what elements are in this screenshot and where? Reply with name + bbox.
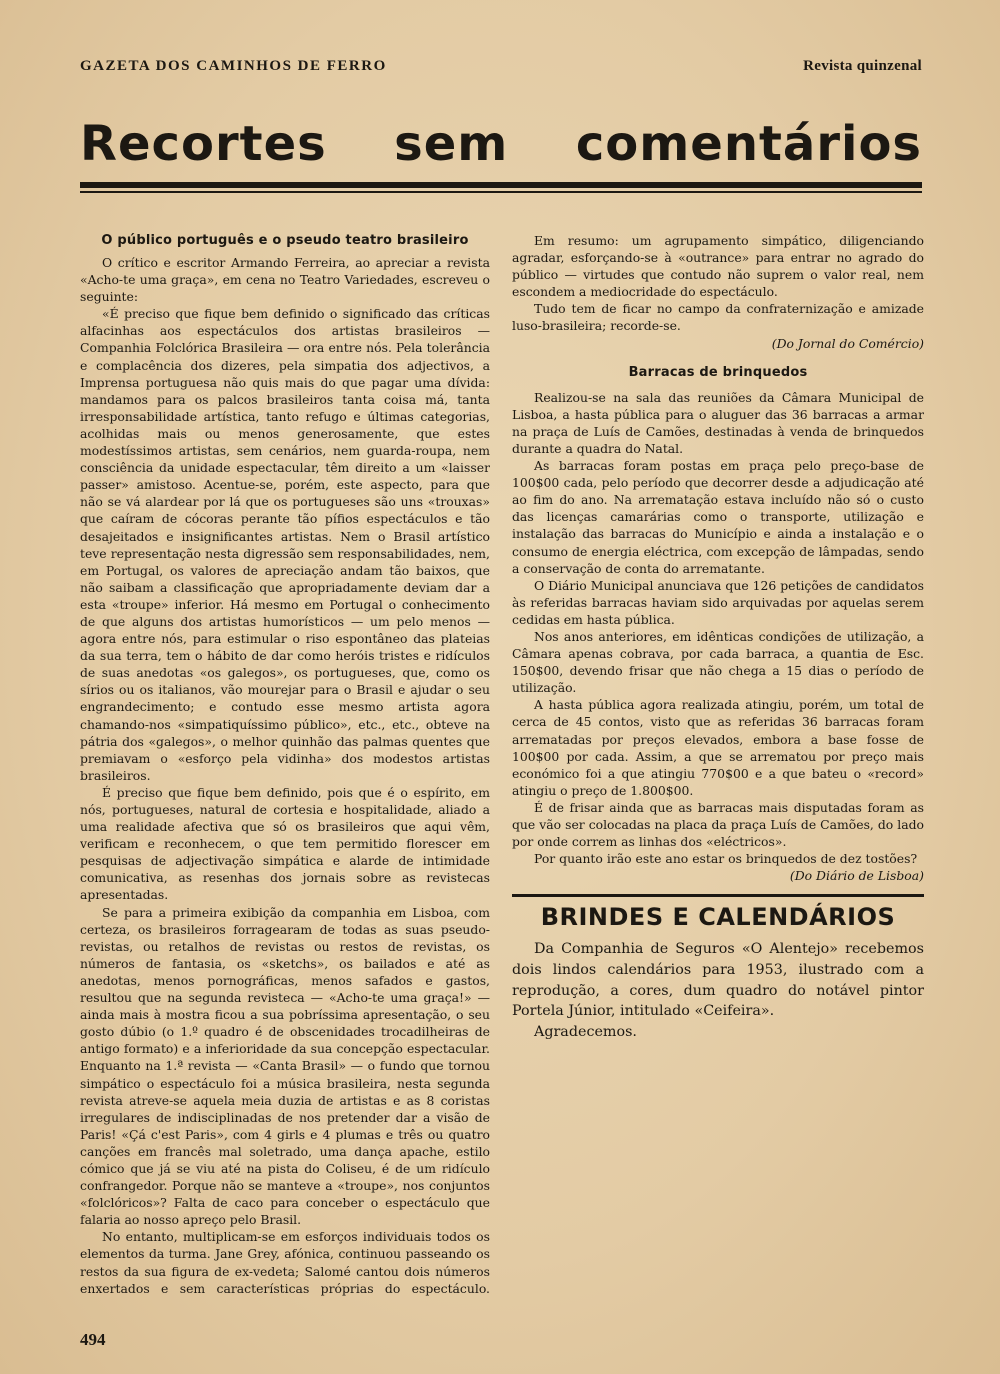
running-header bbox=[80, 58, 922, 80]
article-heading-barracas: Barracas de brinquedos bbox=[628, 364, 808, 380]
article-paragraph: O Diário Municipal anunciava que 126 petições de candidatos às referidas barracas haviam sido arquivadas por aquelas serem cedidas em hasta pública. bbox=[512, 577, 924, 627]
title-rule-thick bbox=[80, 182, 922, 188]
article-paragraph: Em resumo: um agrupamento simpático, diligenciando agradar, esforçando-se à «outrance» para entrar no agrado do público — virtudes que contudo não suprem o valor real, nem escondem a mediocridade do espectáculo. bbox=[512, 233, 924, 300]
article-column-right bbox=[512, 232, 924, 1297]
publication-frequency: Revista quinzenal bbox=[803, 58, 922, 74]
article-paragraph: «É preciso que fique bem definido o significado das críticas alfacinhas aos espectáculos dos artistas brasileiros — Companhia Folclórica Brasileira — ora entre nós. Pela tolerância e complacência dos dizeres, pela simpatia dos adjectivos, a Imprensa portuguesa não quis mais do que pagar uma dívida: mandamos para os palcos brasileiros tanta coisa má, tanta irresponsabilidade artística, tanto refugo e últimas categorias, acolhidas mais ou menos generosamente, que estes modestíssimos artistas, sem cenários, nem guarda-roupa, nem consciência da unidade espectacular, têm direito a um «laisser passer» amistoso. Acentue-se, porém, este aspecto, para que não se vá alardear por lá que os portugueses são uns «trouxas» que caíram de cócoras perante tão pífios espectáculos e tão desajeitados e insignificantes artistas. Nem o Brasil artístico teve representação nesta digressão sem responsabilidades, nem, em Portugal, os valores de apreciação andam tão baixos, que não saibam a classificação que apropriadamente deviam dar a esta «troupe» inferior. Há mesmo em Portugal o conhecimento de que alguns dos artistas humorísticos — um pelo menos — agora entre nós, para estimular o riso espontâneo das plateias da sua terra, tem o hábito de dar como heróis tristes e ridículos de suas anedotas «os galegos», os portugueses, que, como os sírios ou os italianos, vão mourejar para o Brasil e ajudar o seu engrandecimento; e contudo esse mesmo artista agora chamando-nos «simpatiquíssimo público», etc., etc., obteve na pátria dos «galegos», o melhor quinhão das palmas quentes que premiavam o «esforço pela vidinha» dos modestos artistas brasileiros. bbox=[80, 306, 490, 783]
notice-title: BRINDES E CALENDÁRIOS bbox=[540, 903, 896, 932]
article-paragraph: É de frisar ainda que as barracas mais disputadas foram as que vão ser colocadas na placa da praça Luís de Camões, do lado por onde correm as linhas dos «eléctricos». bbox=[512, 799, 924, 850]
article-paragraph: Realizou-se na sala das reuniões da Câmara Municipal de Lisboa, a hasta pública para o aluguer das 36 barracas a armar na praça de Luís de Camões, destinadas à venda de brinquedos durante a quadra do Natal. bbox=[512, 389, 924, 456]
notice-paragraph: Da Companhia de Seguros «O Alentejo» recebemos dois lindos calendários para 1953, ilustrado com a reprodução, a cores, dum quadro do notável pintor Portela Júnior, intitulado «Ceifeira». bbox=[512, 941, 924, 1020]
article-paragraph: O crítico e escritor Armando Ferreira, ao apreciar a revista «Acho-te uma graça», em cena no Teatro Variedades, escreveu o seguinte: bbox=[80, 255, 490, 305]
article-paragraph: Nos anos anteriores, em idênticas condições de utilização, a Câmara apenas cobrava, por cada barraca, a quantia de Esc. 150$00, devendo frisar que não chega a 15 dias o período de utilização. bbox=[512, 628, 924, 696]
article-paragraph: As barracas foram postas em praça pelo preço-base de 100$00 cada, pelo período que decorrer desde a adjudicação até ao fim do ano. Na arrematação estava incluído não só o custo das licenças camarárias como o transporte, utilização e instalação das barracas do Município e ainda a instalação e o consumo de energia eléctrica, com excepção de lâmpadas, sendo a conservação de conta do arrematante. bbox=[512, 458, 924, 576]
article-paragraph: Por quanto irão este ano estar os brinquedos de dez tostões? bbox=[534, 851, 918, 867]
article-source-credit: (Do Jornal do Comércio) bbox=[771, 335, 924, 351]
article-heading-teatro: O público português e o pseudo teatro brasileiro bbox=[101, 233, 469, 248]
article-paragraph: Tudo tem de ficar no campo da confraternização e amizade luso-brasileira; recorde-se. bbox=[512, 301, 924, 334]
page-title: Recortes sem comentários bbox=[80, 116, 922, 172]
title-rule-thin bbox=[80, 191, 922, 193]
notice-rule bbox=[512, 894, 924, 897]
article-paragraph: No entanto, multiplicam-se em esforços individuais todos os elementos da turma. Jane Grey, afónica, continuou passeando os restos da sua figura de ex-vedeta; Salomé cantou dois números enxertados e sem características próprias do espectáculo. bbox=[80, 1229, 490, 1296]
article-column-left bbox=[80, 232, 490, 1297]
article-paragraph: Se para a primeira exibição da companhia em Lisboa, com certeza, os brasileiros forragearam de todas as suas pseudo-revistas, ou retalhos de revistas ou restos de revistas, os números de fantasia, os «sketchs», os bailados e até as anedotas, menos pornográficas, menos safados e gastos, resultou que na segunda revisteca — «Acho-te uma graça!» — ainda mais à mostra ficou a sua pobríssima apresentação, o seu gosto dúbio (o 1.º quadro é de obscenidades trocadilheiras de antigo formato) e a inferioridade da sua concepção espectacular. Enquanto na 1.ª revista — «Canta Brasil» — o fundo que tornou simpático o espectáculo foi a música brasileira, nesta segunda revista atreve-se aquela meia duzia de artistas e as 8 coristas irregulares de indisciplinadas de nos pretender dar a visão de Paris! «Çá c'est Paris», com 4 girls e 4 plumas e três ou quatro canções em francês mal soletrado, uma dança apache, estilo cómico que já se viu até na pista do Coliseu, é de um ridículo confrangedor. Porque não se manteve a «troupe», nos conjuntos «folclóricos»? Falta de caco para conceber o espectáculo que falaria ao nosso apreço pelo Brasil. bbox=[80, 904, 490, 1228]
notice-paragraph: Agradecemos. bbox=[534, 1023, 637, 1040]
page-number: 494 bbox=[80, 1330, 106, 1349]
brindes-notice bbox=[512, 894, 924, 1042]
article-source-credit: (Do Diário de Lisboa) bbox=[789, 868, 924, 884]
article-paragraph: É preciso que fique bem definido, pois que é o espírito, em nós, portugueses, natural de cortesia e hospitalidade, aliado a uma realidade afectiva que só os brasileiros que aqui vêm, verificam e reconhecem, o que tem permitido florescer em pesquisas de adjectivação simpática e alarde de intimidade comunicativa, as resenhas dos jornais sobre as revistecas apresentadas. bbox=[80, 784, 490, 903]
publication-name: GAZETA DOS CAMINHOS DE FERRO bbox=[80, 58, 387, 74]
article-paragraph: A hasta pública agora realizada atingiu, porém, um total de cerca de 45 contos, visto que as referidas 36 barracas foram arrematadas por preços elevados, embora a base fosse de 100$00 por cada. Assim, a que se arrematou por preço mais económico foi a que atingiu 770$00 e a que bateu o «record» atingiu o preço de 1.800$00. bbox=[512, 697, 924, 798]
